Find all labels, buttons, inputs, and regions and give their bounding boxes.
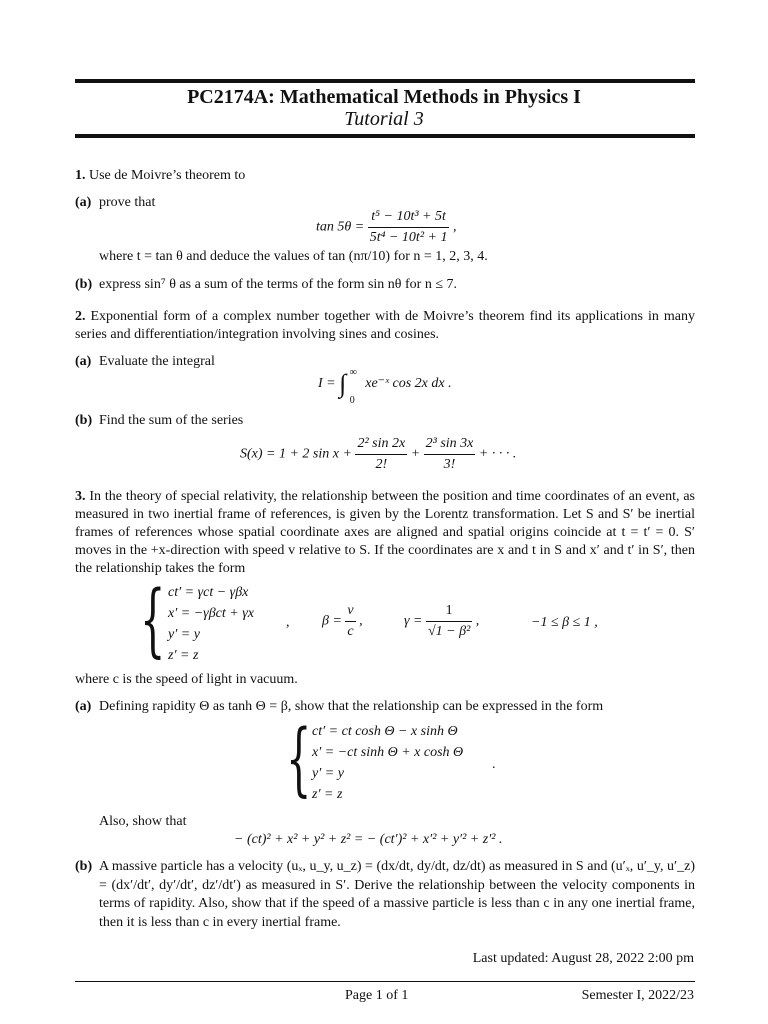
q2-intro [75,308,695,344]
q2a-text: Evaluate the integral [99,354,215,369]
q3b-text: A massive particle has a velocity (uₓ, u_y, u_z) = (dx/dt, dy/dt, dz/dt) as measured in S and (u′ₓ, u′_y, u′_z) = (dx′/dt′, dy′/dt′, dz′/dt′) as measured in S′. Derive the relationship between the velocity components in terms of rapidity. Also, show that if the speed of a massive particle is less than c in any one inertial frame, then it is less than c in every inertial frame. [99,859,695,930]
integral-upper-limit: ∞ [349,367,357,378]
q2b-eq-frac2 [424,435,476,474]
q2-intro-text: Exponential form of a complex number together with de Moivre’s theorem find its applications in many series and differentiation/integration involving sines and cosines. [75,309,695,342]
rapidity-brace: { [286,712,312,805]
q2a-label: (a) [75,354,92,369]
q1-number: 1. [75,168,86,183]
page-subtitle: Tutorial 3 [344,108,424,130]
q2b-eq-frac2-num: 2³ sin 3x [424,435,476,455]
q1a-eq-tail: , [452,219,457,235]
header-top-rule [75,79,695,83]
q2b-eq-plus: + [410,446,421,462]
q2a-eq-body: xe⁻ˣ cos 2x dx . [365,376,452,391]
gamma-comma: , [475,613,480,629]
q1a-eq-numerator: t⁵ − 10t³ + 5t [368,208,450,228]
integral-limits [349,366,362,406]
footer-rule [75,981,695,982]
q2b-eq-tail: + · · · . [478,446,517,462]
q3-number: 3. [75,489,86,504]
rapidity-system [312,721,463,805]
lorentz-line-1: ct′ = γct − γβx [168,585,249,600]
lorentz-line-2: x′ = −γβct + γx [168,606,254,621]
gamma-fraction [426,602,472,641]
lorentz-line-3: y′ = y [168,627,200,642]
lorentz-line-4: z′ = z [168,648,199,663]
beta-comma: , [359,613,363,629]
q3-intro [75,488,695,578]
q1a-where: where t = tan θ and deduce the values of tan (nπ/10) for n = 1, 2, 3, 4. [99,249,488,264]
q2b-label: (b) [75,413,93,428]
q2b-eq-frac2-den: 3! [443,457,456,472]
beta-range: −1 ≤ β ≤ 1 , [531,615,598,630]
q2-number: 2. [75,309,86,324]
rapidity-line-2: x′ = −ct sinh Θ + x cosh Θ [312,745,464,760]
beta-definition [322,602,363,641]
q1b-text: express sin⁷ θ as a sum of the terms of the form sin nθ for n ≤ 7. [99,277,458,292]
q3a-text: Defining rapidity Θ as tanh Θ = β, show that the relationship can be expressed in the form [99,699,604,714]
q1a-eq-lhs: tan 5θ = [316,219,365,235]
q3a-also: Also, show that [99,814,187,829]
lorentz-comma: , [286,615,290,630]
q3b-label: (b) [75,859,93,874]
gamma-denominator: √1 − β² [427,624,471,639]
beta-lhs: β = [322,613,342,629]
q2b-eq-lhs: S(x) = 1 + 2 sin x + [240,446,352,462]
page-number: Page 1 of 1 [345,988,409,1003]
q1a-eq-fraction [368,208,450,247]
q2b-eq-frac1-den: 2! [375,457,388,472]
q1b-label: (b) [75,277,93,292]
last-updated: Last updated: August 28, 2022 2:00 pm [472,951,694,966]
q1a-equation [316,208,456,247]
q2b-eq-frac1 [355,435,407,474]
lorentz-system [168,582,254,666]
lorentz-brace: { [140,573,166,666]
q2a-equation [318,366,452,406]
rapidity-line-3: y′ = y [312,766,344,781]
q1a-eq-denominator: 5t⁴ − 10t² + 1 [369,230,448,245]
q2b-equation [240,435,516,474]
q3-intro-text: In the theory of special relativity, the relationship between the position and time coordinates of an event, as measured in two inertial frame of references, is given by the Lorentz transformation. Let S and S′ be inertial frames of references whose spatial coordinate axes are aligned and spatial origins coincide at t = t′ = 0. S′ moves in the +x-direction with speed v relative to S. If the coordinates are x and t in S and x′ and t′ in S′, then the relationship takes the form [75,489,695,576]
page-title: PC2174A: Mathematical Methods in Physics I [187,86,581,108]
beta-denominator: c [347,624,354,639]
rapidity-period: . [492,757,496,772]
q3a-label: (a) [75,699,92,714]
q2b-text: Find the sum of the series [99,413,244,428]
integral-lower-limit: 0 [349,395,355,406]
q1-intro [75,167,695,185]
beta-fraction [345,602,355,641]
q3-where-c: where c is the speed of light in vacuum. [75,672,298,687]
rapidity-line-4: z′ = z [312,787,343,802]
q2b-eq-frac1-num: 2² sin 2x [355,435,407,455]
invariant-equation: − (ct)² + x² + y² + z² = − (ct′)² + x′² + y′² + z′² . [234,832,503,847]
header-bottom-rule [75,134,695,138]
rapidity-line-1: ct′ = ct cosh Θ − x sinh Θ [312,724,458,739]
integral-sign: ∫ [339,369,347,398]
q1a-text: prove that [99,195,156,210]
semester: Semester I, 2022/23 [581,988,694,1003]
q1a-label: (a) [75,195,92,210]
gamma-definition [404,602,479,641]
gamma-numerator: 1 [426,602,472,622]
gamma-lhs: γ = [404,613,423,629]
q1-intro-text: Use de Moivre’s theorem to [89,168,246,183]
q2a-eq-lhs: I = [318,376,336,391]
beta-numerator: v [345,602,355,622]
